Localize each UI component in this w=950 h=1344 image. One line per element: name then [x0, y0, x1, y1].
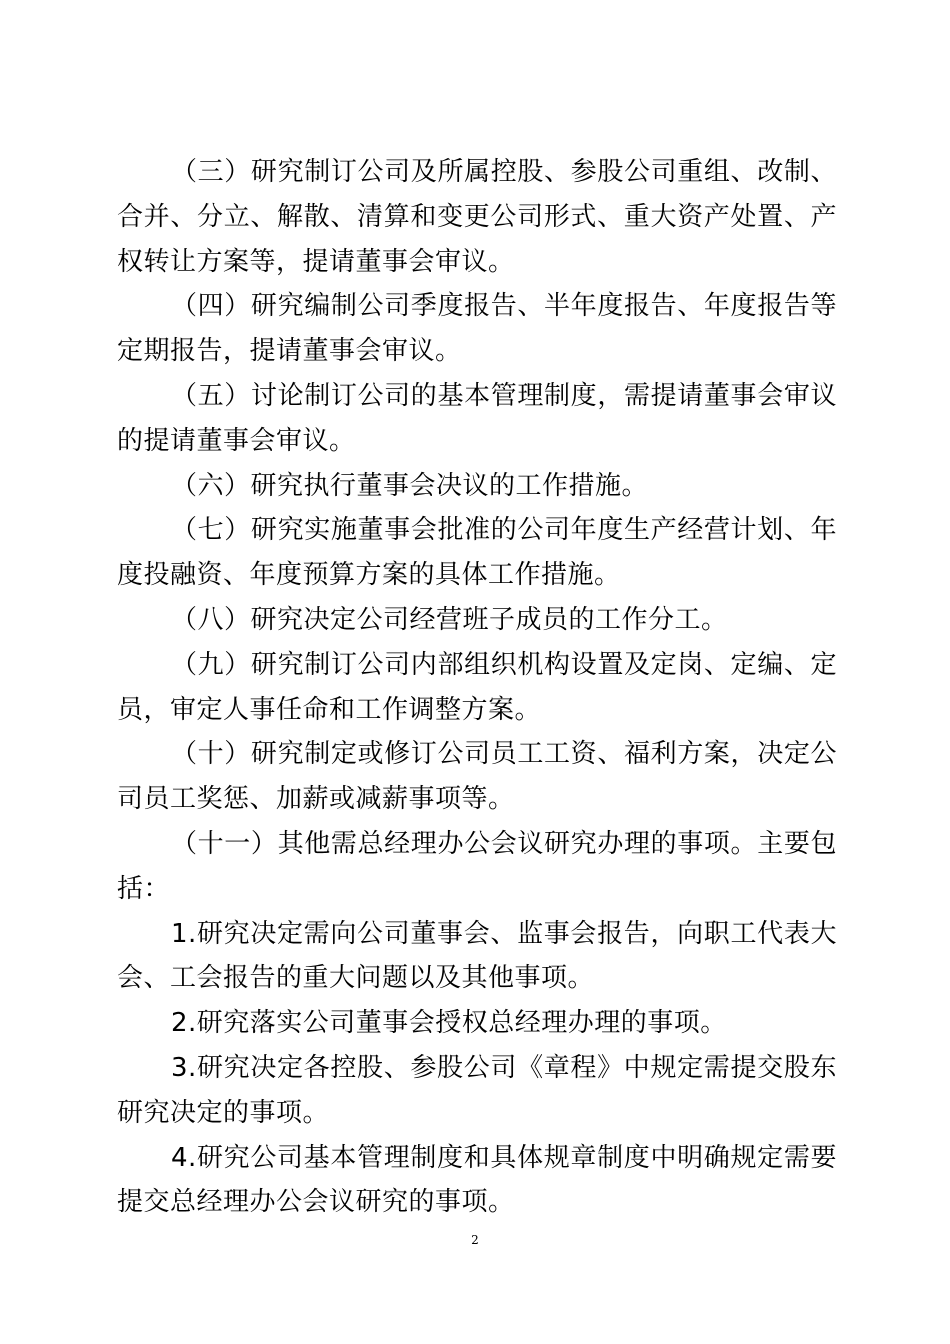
paragraph-11: （十一）其他需总经理办公会议研究办理的事项。主要包括：: [117, 828, 837, 904]
paragraph-3: （三）研究制订公司及所属控股、参股公司重组、改制、合并、分立、解散、清算和变更公司形式、重大资产处置、产权转让方案等，提请董事会审议。: [117, 157, 837, 277]
sub-item-3: 3.研究决定各控股、参股公司《章程》中规定需提交股东研究决定的事项。: [117, 1052, 837, 1128]
page-number: 2: [471, 1233, 479, 1247]
sub-item-4: 4.研究公司基本管理制度和具体规章制度中明确规定需要提交总经理办公会议研究的事项。: [117, 1142, 837, 1218]
paragraph-7: （七）研究实施董事会批准的公司年度生产经营计划、年度投融资、年度预算方案的具体工作措施。: [117, 515, 837, 591]
paragraph-9: （九）研究制订公司内部组织机构设置及定岗、定编、定员，审定人事任命和工作调整方案。: [117, 649, 837, 725]
sub-item-1: 1.研究决定需向公司董事会、监事会报告，向职工代表大会、工会报告的重大问题以及其他事项。: [117, 918, 837, 994]
paragraph-5: （五）讨论制订公司的基本管理制度，需提请董事会审议的提请董事会审议。: [117, 380, 837, 456]
paragraph-10: （十）研究制定或修订公司员工工资、福利方案，决定公司员工奖惩、加薪或减薪事项等。: [117, 739, 837, 815]
paragraph-8: （八）研究决定公司经营班子成员的工作分工。: [171, 604, 728, 635]
sub-item-2: 2.研究落实公司董事会授权总经理办理的事项。: [171, 1008, 727, 1039]
document-body: [117, 150, 837, 1225]
paragraph-4: （四）研究编制公司季度报告、半年度报告、年度报告等定期报告，提请董事会审议。: [117, 291, 837, 367]
paragraph-6: （六）研究执行董事会决议的工作措施。: [171, 470, 649, 501]
